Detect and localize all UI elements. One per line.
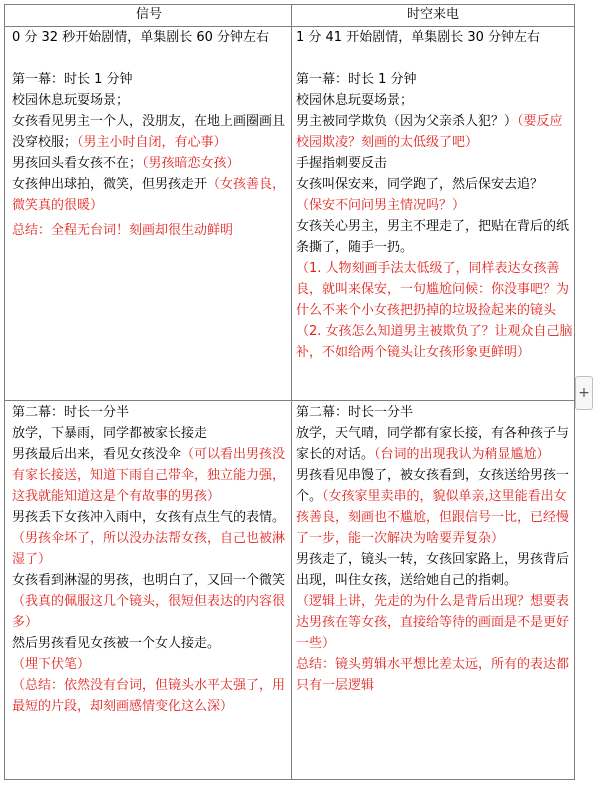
cell-left-top xyxy=(12,27,289,241)
add-column-button[interactable]: + xyxy=(575,376,593,410)
summary: 总结：镜头剪辑水平想比差太远，所有的表达都只有一层逻辑 xyxy=(296,657,570,693)
text: 女孩看到淋湿的男孩，也明白了，又回一个微笑 xyxy=(12,573,286,588)
text: 男孩丢下女孩冲入雨中，女孩有点生气的表情。 xyxy=(12,510,286,525)
comment: （我真的佩服这几个镜头，很短但表达的内容很多） xyxy=(12,594,286,630)
comment: （女孩家里卖串的，貌似单亲,这里能看出女孩善良，刻画也不尴尬，但跟信号一比，已经慢了一步，能一次解决为啥要弄复杂） xyxy=(296,489,570,546)
text: 女孩伸出球拍，微笑，但男孩走开 xyxy=(12,177,208,192)
text: 男孩最后出来，看见女孩没伞 xyxy=(12,447,182,462)
text-line: 手握指刺要反击 xyxy=(296,156,388,171)
text-line xyxy=(296,465,573,549)
intro: 0 分 32 秒开始剧情，单集剧长 60 分钟左右 xyxy=(12,30,270,45)
text-line xyxy=(12,153,289,174)
text-line xyxy=(296,423,573,465)
text-line: 女孩叫保安来，同学跑了，然后保安去追？ xyxy=(296,177,544,192)
text: 男孩看见串馒了，被女孩看到，女孩送给男孩一个。 xyxy=(296,468,570,504)
text-line xyxy=(12,111,289,153)
text: 男孩回头看女孩不在； xyxy=(12,156,143,171)
comment: （逻辑上讲，先走的为什么是背后出现？想要表达男孩在等女孩，直接给等待的画面是不是更好一些） xyxy=(296,594,570,651)
cell-right-bottom xyxy=(296,402,573,696)
cell-right-top xyxy=(296,27,573,363)
text: 然后男孩看见女孩被一个女人接走。 xyxy=(12,636,221,651)
comment: （男孩暗恋女孩） xyxy=(142,156,240,171)
text-line xyxy=(12,570,289,633)
text-line: 放学，下暴雨，同学都被家长接走 xyxy=(12,426,208,441)
text: 男主被同学欺负（因为父亲杀人犯？） xyxy=(296,114,518,129)
note: （2. 女孩怎么知道男主被欺负了？让观众自己脑补，不如给两个镜头让女孩形象更鲜明） xyxy=(296,324,573,360)
scene-title: 第二幕：时长一分半 xyxy=(12,405,130,420)
text-line xyxy=(12,633,289,675)
text-line xyxy=(12,174,289,216)
comment: （可以看出男孩没有家长接送，知道下雨自己带伞，独立能力强，这我就能知道这是个有故事的男孩） xyxy=(12,447,286,504)
summary: 总结：全程无台词！刻画却很生动鲜明 xyxy=(12,223,234,238)
comment: （保安不问问男主情况吗？） xyxy=(296,198,466,213)
comment: （要反应校园欺凌？刻画的太低级了吧） xyxy=(296,114,563,150)
text-line: 校园休息玩耍场景； xyxy=(296,93,414,108)
cell-left-bottom xyxy=(12,402,289,717)
scene-title: 第二幕：时长一分半 xyxy=(296,405,414,420)
note: （1. 人物刻画手法太低级了，同样表达女孩善良，就叫来保安，一句尴尬问候：你没事吧？为什么不来个小女孩把扔掉的垃圾捡起来的镜头 xyxy=(296,261,570,318)
scene-title: 第一幕：时长 1 分钟 xyxy=(12,72,133,87)
summary: （总结：依然没有台词，但镜头水平太强了，用最短的片段，却刻画感情变化这么深） xyxy=(12,678,286,714)
text: 放学，天气晴，同学都有家长接，有各种孩子与家长的对话。 xyxy=(296,426,570,462)
comment: （台词的出现我认为稍显尴尬） xyxy=(374,447,550,462)
text: 女孩看见男主一个人，没朋友，在地上画圈画且没穿校服； xyxy=(12,114,286,150)
intro: 1 分 41 开始剧情，单集剧长 30 分钟左右 xyxy=(296,30,541,45)
comparison-table xyxy=(4,4,575,780)
header-left: 信号 xyxy=(135,7,162,22)
text-line: 男孩走了，镜头一转，女孩回家路上，男孩背后出现，叫住女孩，送给她自己的指刺。 xyxy=(296,552,570,588)
header-right: 时空来电 xyxy=(406,7,459,22)
column-divider xyxy=(291,5,292,779)
comment: （埋下伏笔） xyxy=(12,657,91,672)
row-divider xyxy=(5,400,574,401)
text-line: 女孩关心男主，男主不理走了，把贴在背后的纸条撕了，随手一扔。 xyxy=(296,219,570,255)
comment: （女孩善良，微笑真的很暖） xyxy=(12,177,286,213)
comment: （男孩伞坏了，所以没办法帮女孩，自己也被淋湿了） xyxy=(12,531,286,567)
text-line: 校园休息玩耍场景； xyxy=(12,93,130,108)
text-line xyxy=(12,507,289,570)
text-line xyxy=(296,111,573,153)
text-line xyxy=(12,444,289,507)
scene-title: 第一幕：时长 1 分钟 xyxy=(296,72,417,87)
comment: （男主小时自闭，有心事） xyxy=(77,135,227,150)
